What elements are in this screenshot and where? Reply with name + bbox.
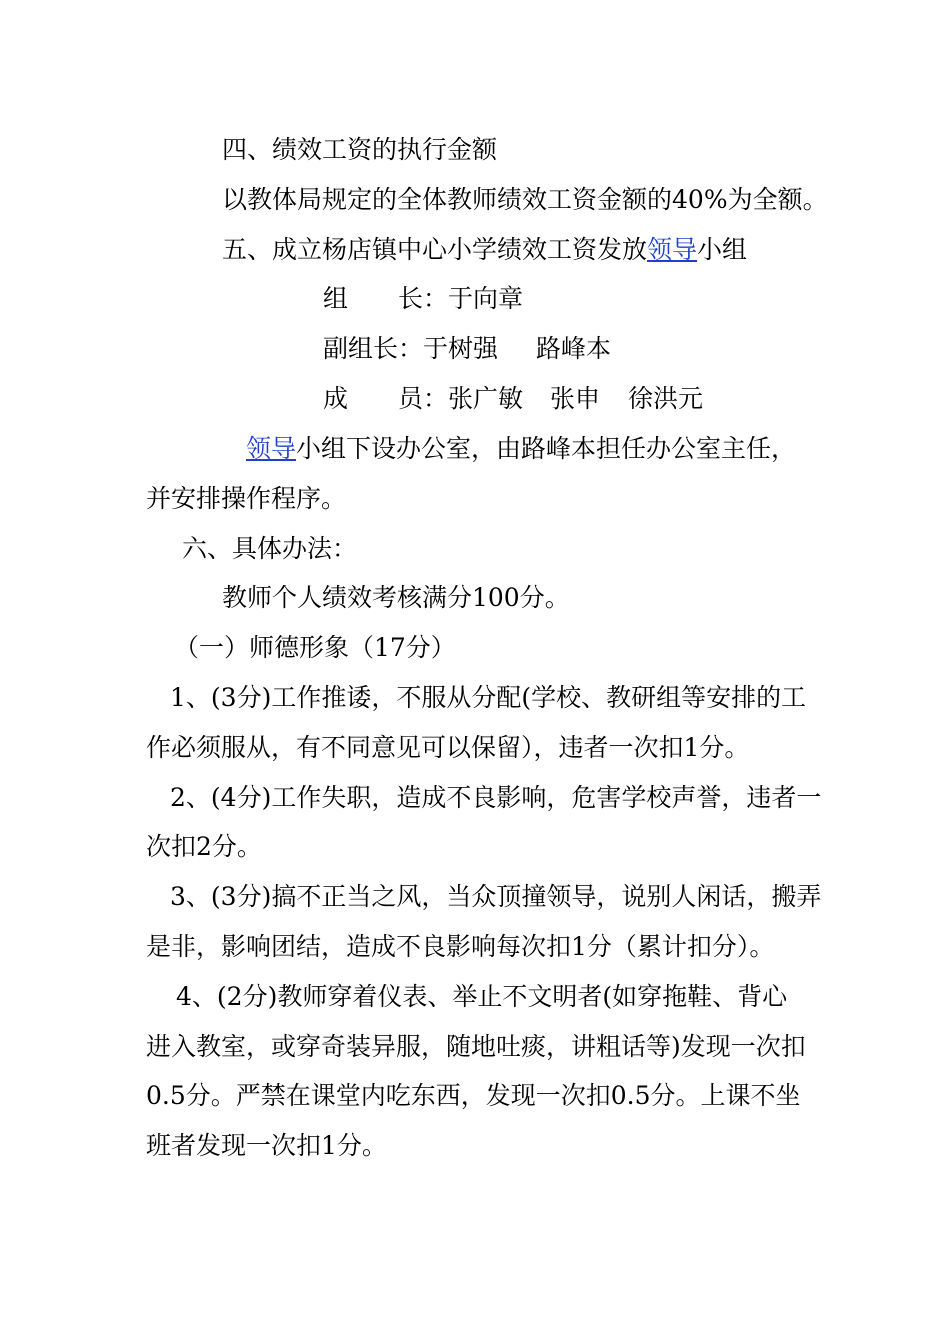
item-1-line: 作必须服从，有不同意见可以保留），违者一次扣1分。 xyxy=(146,733,750,762)
office-paragraph-text: 小组下设办公室，由路峰本担任办公室主任， xyxy=(296,434,797,463)
member-name: 徐洪元 xyxy=(628,384,704,413)
subsection-1-heading: （一）师德形象（17分） xyxy=(174,633,456,662)
member-name: 张广敏 xyxy=(448,384,524,413)
item-3-line: 3、(3分)搞不正当之风，当众顶撞领导，说别人闲话，搬弄 xyxy=(170,882,822,911)
section-5-heading xyxy=(222,233,747,267)
office-paragraph-line xyxy=(246,432,796,466)
item-4-line: 进入教室，或穿奇装异服，随地吐痰，讲粗话等)发现一次扣 xyxy=(146,1032,806,1061)
team-leader-name: 于向章 xyxy=(448,284,524,313)
section-5-heading-text: 五、成立杨店镇中心小学绩效工资发放 xyxy=(222,235,648,264)
team-leader-label: 组 长： xyxy=(323,284,449,313)
item-2-line: 2、(4分)工作失职，造成不良影响，危害学校声誉，违者一 xyxy=(170,783,822,812)
team-leader-row xyxy=(323,282,523,316)
section-6-intro: 教师个人绩效考核满分100分。 xyxy=(222,583,570,612)
item-4-line: 0.5分。严禁在课堂内吃东西，发现一次扣0.5分。上课不坐 xyxy=(146,1081,801,1110)
office-paragraph-line: 并安排操作程序。 xyxy=(146,484,347,513)
section-5-heading-suffix: 小组 xyxy=(697,235,748,264)
item-4-line: 班者发现一次扣1分。 xyxy=(146,1131,387,1160)
leadership-link[interactable]: 领导 xyxy=(647,235,698,264)
item-3-line: 是非，影响团结，造成不良影响每次扣1分（累计扣分）。 xyxy=(146,932,775,961)
item-2-line: 次扣2分。 xyxy=(146,832,262,861)
section-6-heading: 六、具体办法： xyxy=(182,534,358,563)
member-name: 张申 xyxy=(550,384,601,413)
item-4-line: 4、(2分)教师穿着仪表、举止不文明者(如穿拖鞋、背心 xyxy=(176,982,788,1011)
members-row xyxy=(323,382,703,416)
leadership-link[interactable]: 领导 xyxy=(246,434,297,463)
deputy-leader-name: 路峰本 xyxy=(536,334,612,363)
members-label: 成 员： xyxy=(323,384,449,413)
deputy-leader-name: 于树强 xyxy=(423,334,499,363)
item-1-line: 1、(3分)工作推诿，不服从分配(学校、教研组等安排的工 xyxy=(170,683,807,712)
deputy-leader-row xyxy=(323,332,611,366)
section-4-heading: 四、绩效工资的执行金额 xyxy=(222,135,498,164)
deputy-leader-label: 副组长： xyxy=(323,334,424,363)
section-4-body: 以教体局规定的全体教师绩效工资金额的40%为全额。 xyxy=(222,185,828,214)
